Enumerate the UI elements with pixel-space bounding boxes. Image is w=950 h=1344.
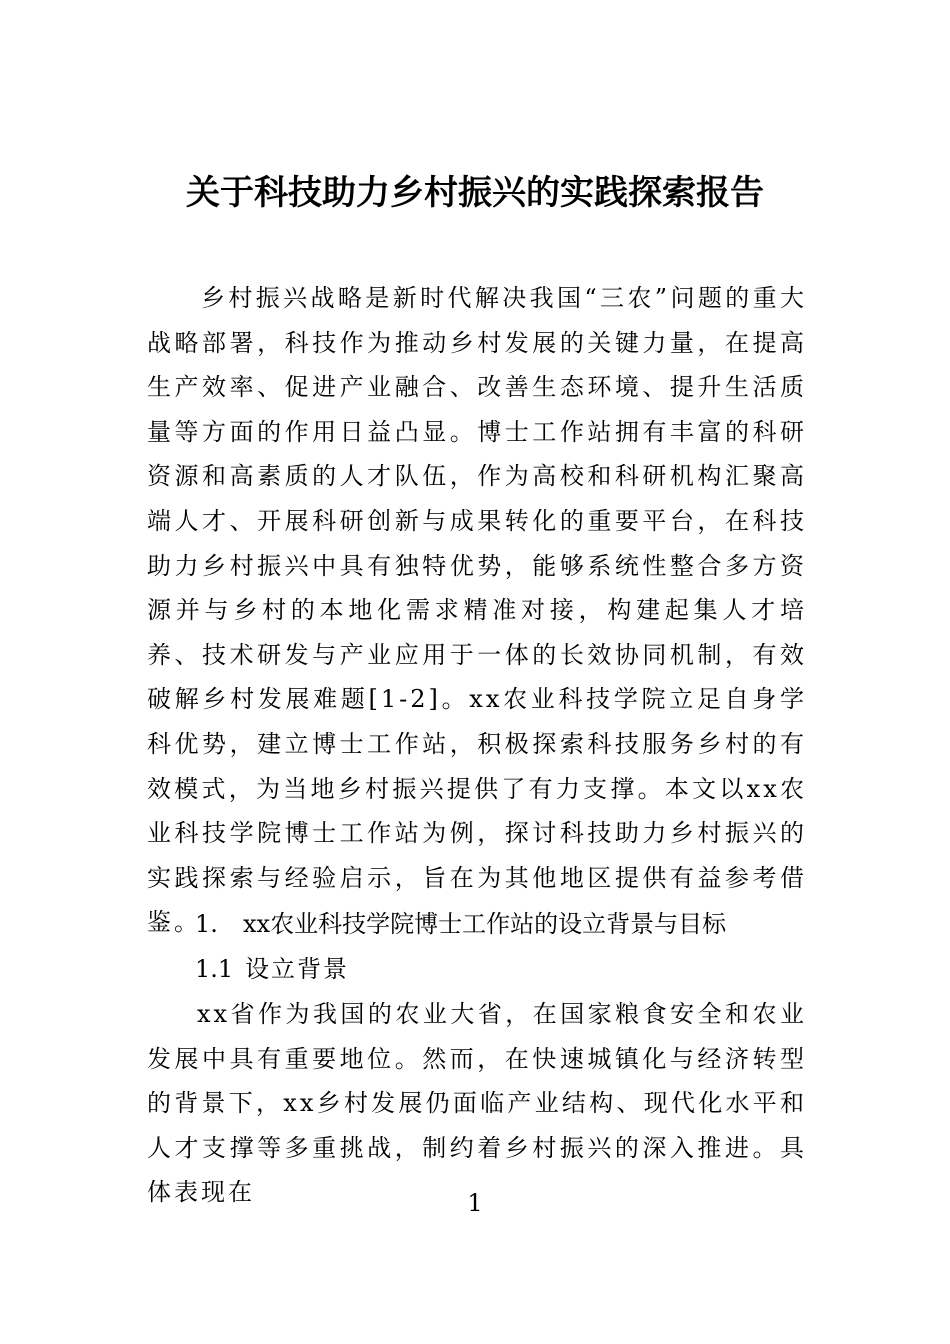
subsection-heading-1-1 (195, 947, 349, 991)
section-heading-1-number: 1. (195, 910, 218, 938)
section-heading-1 (195, 902, 726, 946)
page-number: 1 (467, 1189, 483, 1217)
section-heading-1-text: xx农业科技学院博士工作站的设立背景与目标 (243, 910, 727, 938)
background-paragraph: xx省作为我国的农业大省，在国家粮食安全和农业发展中具有重要地位。然而，在快速城镇化与经济转型的背景下，xx乡村发展仍面临产业结构、现代化水平和人才支撑等多重挑战，制约着乡村振兴的深入推进。具体表现在 (147, 1000, 807, 1207)
subsection-heading-1-1-text: 设立背景 (245, 955, 349, 983)
intro-paragraph: 乡村振兴战略是新时代解决我国“三农”问题的重大战略部署，科技作为推动乡村发展的关键力量，在提高生产效率、促进产业融合、改善生态环境、提升生活质量等方面的作用日益凸显。博士工作站拥有丰富的科研资源和高素质的人才队伍，作为高校和科研机构汇聚高端人才、开展科研创新与成果转化的重要平台，在科技助力乡村振兴中具有独特优势，能够系统性整合多方资源并与乡村的本地化需求精准对接，构建起集人才培养、技术研发与产业应用于一体的长效协同机制，有效破解乡村发展难题[1-2]。xx农业科技学院立足自身学科优势，建立博士工作站，积极探索科技服务乡村的有效模式，为当地乡村振兴提供了有力支撑。本文以xx农业科技学院博士工作站为例，探讨科技助力乡村振兴的实践探索与经验启示，旨在为其他地区提供有益参考借鉴。 (147, 284, 807, 937)
document-title: 关于科技助力乡村振兴的实践探索报告 (186, 173, 764, 213)
subsection-heading-1-1-number: 1.1 (195, 955, 234, 983)
